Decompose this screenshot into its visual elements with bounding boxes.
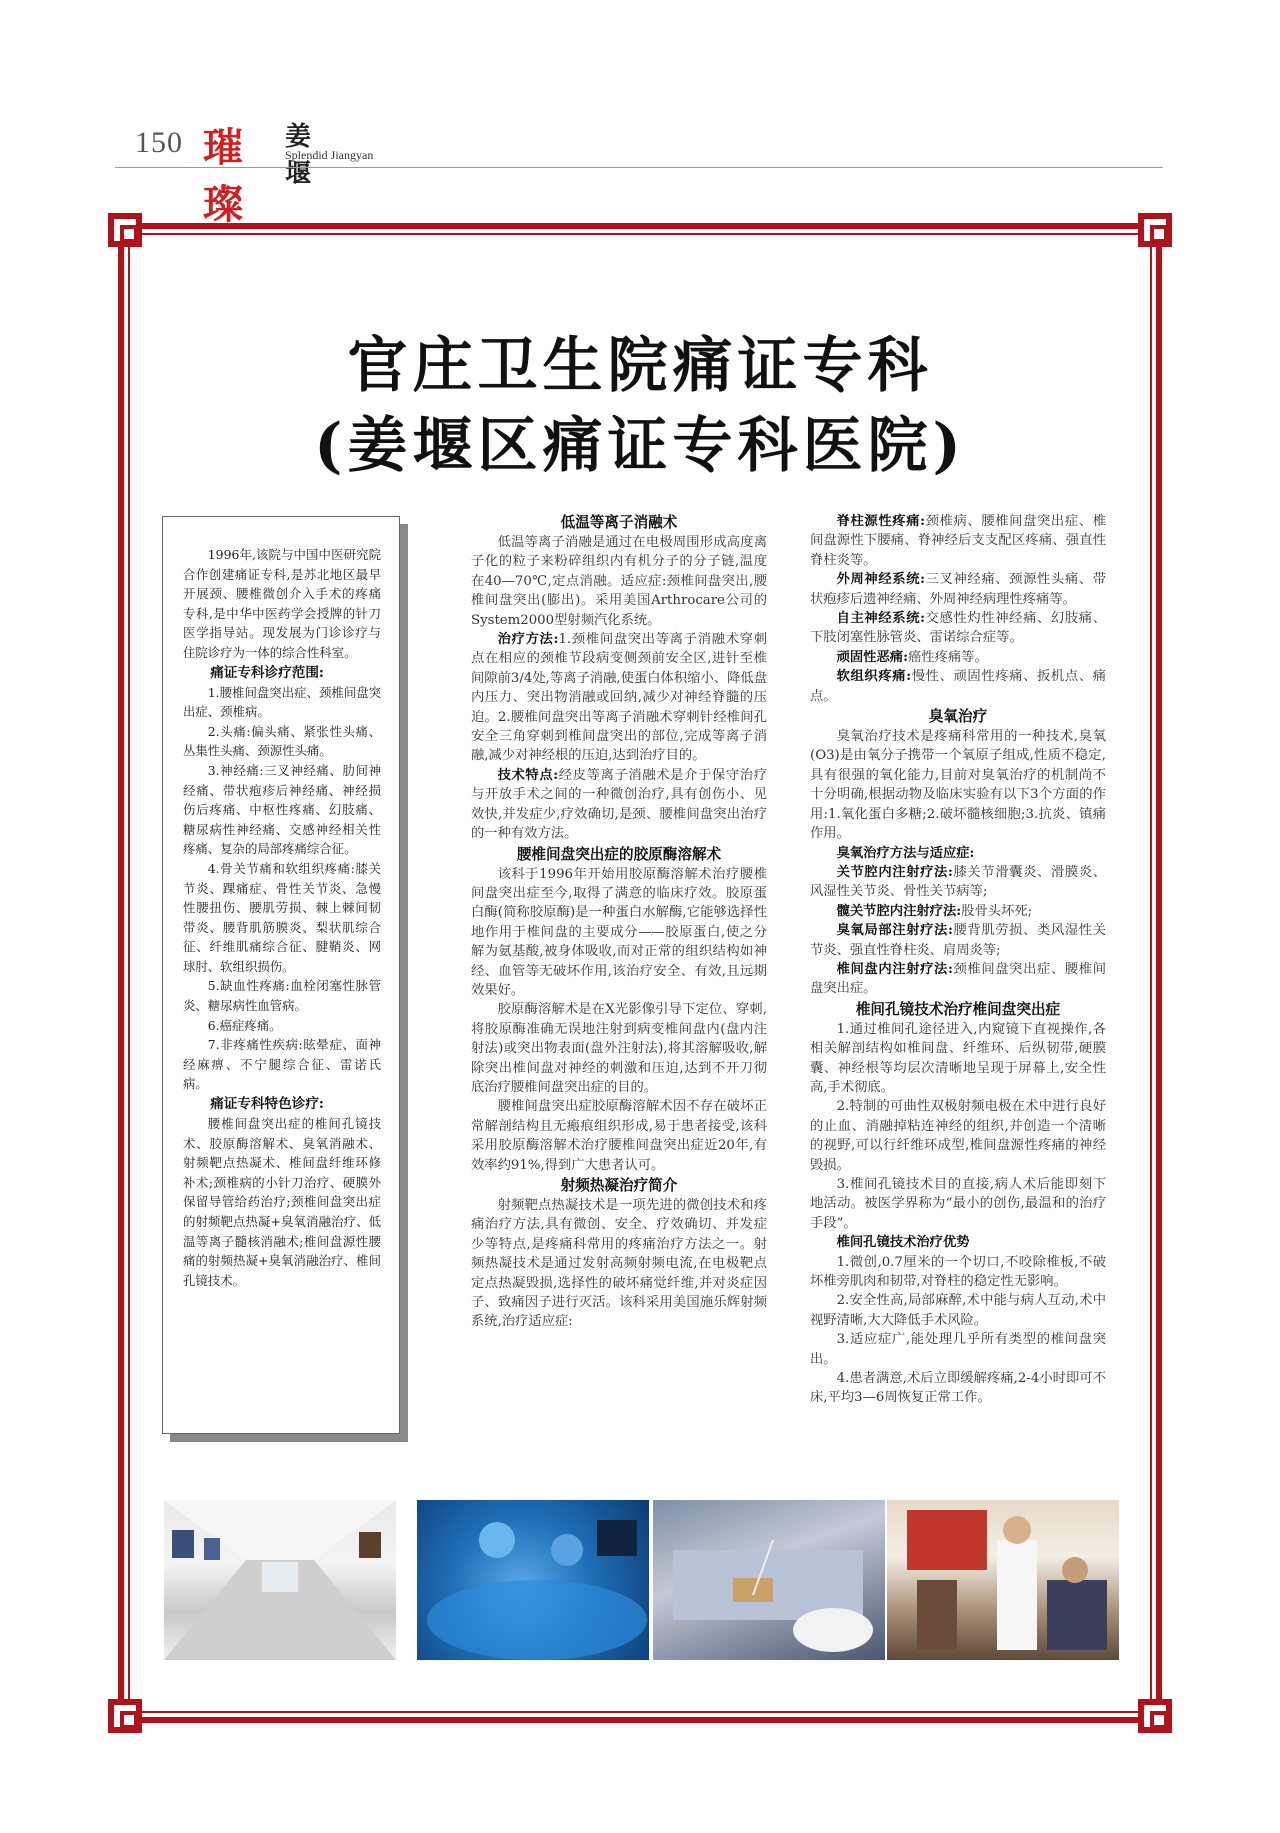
header-rule bbox=[115, 167, 1163, 168]
section-heading: 椎间孔镜技术治疗椎间盘突出症 bbox=[855, 1000, 1061, 1018]
paragraph: 脊柱源性疼痛:颈椎病、腰椎间盘突出症、椎间盘源性下腰痛、脊神经后支支配区疼痛、强直性脊柱炎等。 bbox=[810, 514, 1106, 568]
scope-item: 4.骨关节痛和软组织疼痛:膝关节炎、踝痛症、骨性关节炎、急慢性腰扭伤、腰肌劳损、棘上棘间韧带炎、腰背肌筋膜炎、梨状肌综合征、纤维肌痛综合征、腱鞘炎、网球肘、软组织损伤。 bbox=[183, 860, 381, 974]
feature-text: 腰椎间盘突出症的椎间孔镜技术、胶原酶溶解术、臭氧消融术、射频靶点热凝术、椎间盘纤维环修补术;颈椎病的小针刀治疗、硬膜外保留导管给药治疗;颈椎间盘突出症的射频靶点热凝+臭氧消融治疗、低温等离子髓核消融术;椎间盘源性腰痛的射频热凝+臭氧消融治疗、椎间孔镜技术。 bbox=[183, 1116, 381, 1288]
inline-label: 技术特点: bbox=[497, 767, 559, 783]
doctor-consultation-photo bbox=[887, 1500, 1119, 1660]
scope-item: 3.神经痛:三叉神经痛、肋间神经痛、带状疱疹后神经痛、神经损伤后疼痛、中枢性疼痛、幻肢痛、糖尿病性神经痛、交感神经相关性疼痛、复杂的局部疼痛综合征。 bbox=[183, 762, 381, 857]
paragraph: 1.微创,0.7厘米的一个切口,不咬除椎板,不破坏椎旁肌肉和韧带,对脊柱的稳定性无影响。 bbox=[810, 1254, 1106, 1290]
frame-corner-br bbox=[1138, 1699, 1172, 1733]
paragraph: 自主神经系统:交感性灼性神经痛、幻肢痛、下肢闭塞性脉管炎、雷诺综合症等。 bbox=[810, 611, 1106, 646]
procedure-photo bbox=[653, 1500, 885, 1660]
paragraph: 射频靶点热凝技术是一项先进的微创技术和疼痛治疗方法,具有微创、安全、疗效确切、并发症少等特点,是疼痛科常用的疼痛治疗方法之一。射频热凝技术是通过发射高频射频电流,在电极靶点定点热凝毁损,选择性的破坏痛觉纤维,并对炎症因子、致痛因子进行灭活。该科采用美国施乐辉射频系统,治疗适应症: bbox=[471, 1198, 767, 1330]
scope-item: 5.缺血性疼痛:血栓闭塞性脉管炎、糖尿病性血管病。 bbox=[183, 978, 381, 1014]
brand-logo-red: 璀璨 bbox=[203, 124, 241, 228]
scope-heading: 痛证专科诊疗范围: bbox=[210, 664, 324, 681]
section-heading: 腰椎间盘突出症的胶原酶溶解术 bbox=[516, 845, 722, 863]
inline-label: 椎间盘内注射疗法: bbox=[836, 961, 953, 977]
article-title: 官庄卫生院痛证专科 bbox=[347, 331, 933, 401]
inline-label: 髋关节腔内注射疗法: bbox=[836, 903, 962, 919]
inline-label: 软组织疼痛: bbox=[836, 669, 912, 685]
paragraph: 4.患者满意,术后立即缓解疼痛,2-4小时即可不床,平均3—6周恢复正常工作。 bbox=[810, 1371, 1106, 1406]
surgery-photo bbox=[417, 1500, 649, 1660]
section-heading: 射频热凝治疗简介 bbox=[560, 1177, 678, 1194]
paragraph: 低温等离子消融是通过在电极周围形成高度离子化的粒子来粉碎组织内有机分子的分子链,温度在40—70℃,定点消融。适应症:颈椎间盘突出,腰椎间盘突出(膨出)。采用美国Arthrocare公司的System2000型射频汽化系统。 bbox=[471, 535, 767, 628]
paragraph: 臭氧治疗技术是疼痛科常用的一种技术,臭氧(O3)是由氧分子携带一个氧原子组成,性质不稳定,具有很强的氧化能力,目前对臭氧治疗的机制尚不十分明确,根据动物及临床实验有以下3个方面的作用:1.氧化蛋白多糖;2.破坏髓核细胞;3.抗炎、镇痛作用。 bbox=[810, 729, 1106, 842]
paragraph: 软组织疼痛:慢性、顽固性疼痛、扳机点、痛点。 bbox=[810, 669, 1106, 704]
article-column-1 bbox=[471, 512, 767, 1332]
paragraph: 腰椎间盘突出症胶原酶溶解术因不存在破坏正常解剖结构且无瘢痕组织形成,易于患者接受,该科采用胶原酶溶解术治疗腰椎间盘突出症近20年,有效率约91%,得到广大患者认可。 bbox=[471, 1099, 767, 1173]
paragraph: 1.通过椎间孔途径进入,内窥镜下直视操作,各相关解剖结构如椎间盘、纤维环、后纵韧带,硬膜囊、神经根等均层次清晰地呈现于屏幕上,安全性高,手术彻底。 bbox=[810, 1021, 1106, 1095]
paragraph: 椎间盘内注射疗法:颈椎间盘突出症、腰椎间盘突出症。 bbox=[810, 961, 1106, 997]
paragraph: 2.特制的可曲性双极射频电极在术中进行良好的止血、消融掉粘连神经的组织,并创造一个清晰的视野,可以行纤维环成型,椎间盘源性疼痛的神经毁损。 bbox=[810, 1099, 1106, 1173]
paragraph: 该科于1996年开始用胶原酶溶解术治疗腰椎间盘突出症至今,取得了满意的临床疗效。胶原蛋白酶(简称胶原酶)是一种蛋白水解酶,它能够选择性地作用于椎间盘的主要成分——胶原蛋白,使之分解为氨基酸,被身体吸收,而对正常的组织结构如神经、血管等无破坏作用,该治疗安全、有效,且远期效果好。 bbox=[471, 866, 767, 998]
page-number: 150 bbox=[135, 126, 183, 159]
paragraph: 椎间孔镜技术治疗优势 bbox=[836, 1235, 970, 1251]
inline-label: 臭氧局部注射疗法: bbox=[836, 923, 953, 939]
intro-sidebar bbox=[162, 516, 400, 1434]
paragraph: 臭氧治疗方法与适应症: bbox=[836, 845, 975, 861]
paragraph: 髋关节腔内注射疗法:股骨头坏死; bbox=[836, 903, 1033, 919]
inline-label: 关节腔内注射疗法: bbox=[836, 864, 953, 880]
paragraph: 臭氧局部注射疗法:腰背肌劳损、类风湿性关节炎、强直性脊柱炎、肩周炎等; bbox=[810, 923, 1106, 958]
article-subtitle: (姜堰区痛证专科医院) bbox=[314, 411, 966, 481]
inline-label: 脊柱源性疼痛: bbox=[836, 514, 926, 529]
paragraph: 外周神经系统:三叉神经痛、颈源性头痛、带状疱疹后遗神经痛、外周神经病理性疼痛等。 bbox=[810, 572, 1106, 607]
inline-label: 治疗方法: bbox=[497, 632, 559, 648]
article-column-2 bbox=[810, 512, 1106, 1408]
photo-strip bbox=[164, 1500, 1116, 1662]
paragraph: 胶原酶溶解术是在X光影像引导下定位、穿刺,将胶原酶准确无误地注射到病变椎间盘内(盘内注射法)或突出物表面(盘外注射法),将其溶解吸收,解除突出椎间盘对神经的刺激和压迫,达到不开刀彻底治疗腰椎间盘突出症的目的。 bbox=[471, 1002, 767, 1095]
scope-item: 7.非疼痛性疾病:眩晕症、面神经麻痹、不宁腿综合征、雷诺氏病。 bbox=[183, 1037, 381, 1092]
paragraph: 2.安全性高,局部麻醉,术中能与病人互动,术中视野清晰,大大降低手术风险。 bbox=[810, 1293, 1106, 1328]
scope-item: 1.腰椎间盘突出症、颈椎间盘突出症、颈椎病。 bbox=[183, 684, 381, 720]
hospital-corridor-photo bbox=[164, 1500, 396, 1660]
paragraph: 关节腔内注射疗法:膝关节滑囊炎、滑膜炎、风湿性关节炎、骨性关节病等; bbox=[810, 864, 1106, 900]
inline-label: 外周神经系统: bbox=[836, 572, 926, 588]
brand-english: Splendid Jiangyan bbox=[285, 148, 374, 162]
section-heading: 低温等离子消融术 bbox=[560, 514, 678, 531]
brand-logo-black: 姜堰 bbox=[285, 122, 314, 189]
paragraph: 治疗方法:1.颈椎间盘突出等离子消融术穿刺点在相应的颈椎节段病变侧颈前安全区,进针至椎间隙前3/4处,等离子消融,使蛋白体积缩小、降低盘内压力、突出物消融或回纳,减少对神经脊髓的压迫。2.腰椎间盘突出等离子消融术穿刺针经椎间孔安全三角穿刺到椎间盘突出的部位,完成等离子消融,减少对神经根的压迫,达到治疗目的。 bbox=[471, 632, 767, 764]
paragraph: 3.适应症广,能处理几乎所有类型的椎间盘突出。 bbox=[810, 1332, 1106, 1367]
inline-label: 顽固性恶痛: bbox=[836, 649, 908, 665]
sidebar-intro: 1996年,该院与中国中医研究院合作创建痛证专科,是苏北地区最早开展颈、腰椎微创介入手术的疼痛专科,是中华中医药学会授牌的针刀医学指导站。现发展为门诊诊疗与住院诊疗为一体的综合性科室。 bbox=[183, 547, 381, 660]
paragraph: 技术特点:经皮等离子消融术是介于保守治疗与开放手术之间的一种微创治疗,具有创伤小、见效快,并发症少,疗效确切,是颈、腰椎间盘突出治疗的一种有效方法。 bbox=[471, 767, 767, 842]
scope-item: 6.癌症疼痛。 bbox=[207, 1017, 282, 1033]
paragraph: 3.椎间孔镜技术目的直接,病人术后能即刻下地活动。被医学界称为“最小的创伤,最温和的治疗手段”。 bbox=[810, 1177, 1106, 1231]
section-heading: 臭氧治疗 bbox=[928, 708, 988, 726]
frame-corner-bl bbox=[108, 1699, 142, 1733]
frame-corner-tr bbox=[1138, 213, 1172, 247]
scope-item: 2.头痛:偏头痛、紧张性头痛、丛集性头痛、颈源性头痛。 bbox=[183, 723, 381, 759]
paragraph: 顽固性恶痛:癌性疼痛等。 bbox=[836, 649, 988, 665]
feature-heading: 痛证专科特色诊疗: bbox=[210, 1096, 324, 1113]
frame-corner-tl bbox=[108, 213, 142, 247]
inline-label: 自主神经系统: bbox=[836, 611, 926, 627]
